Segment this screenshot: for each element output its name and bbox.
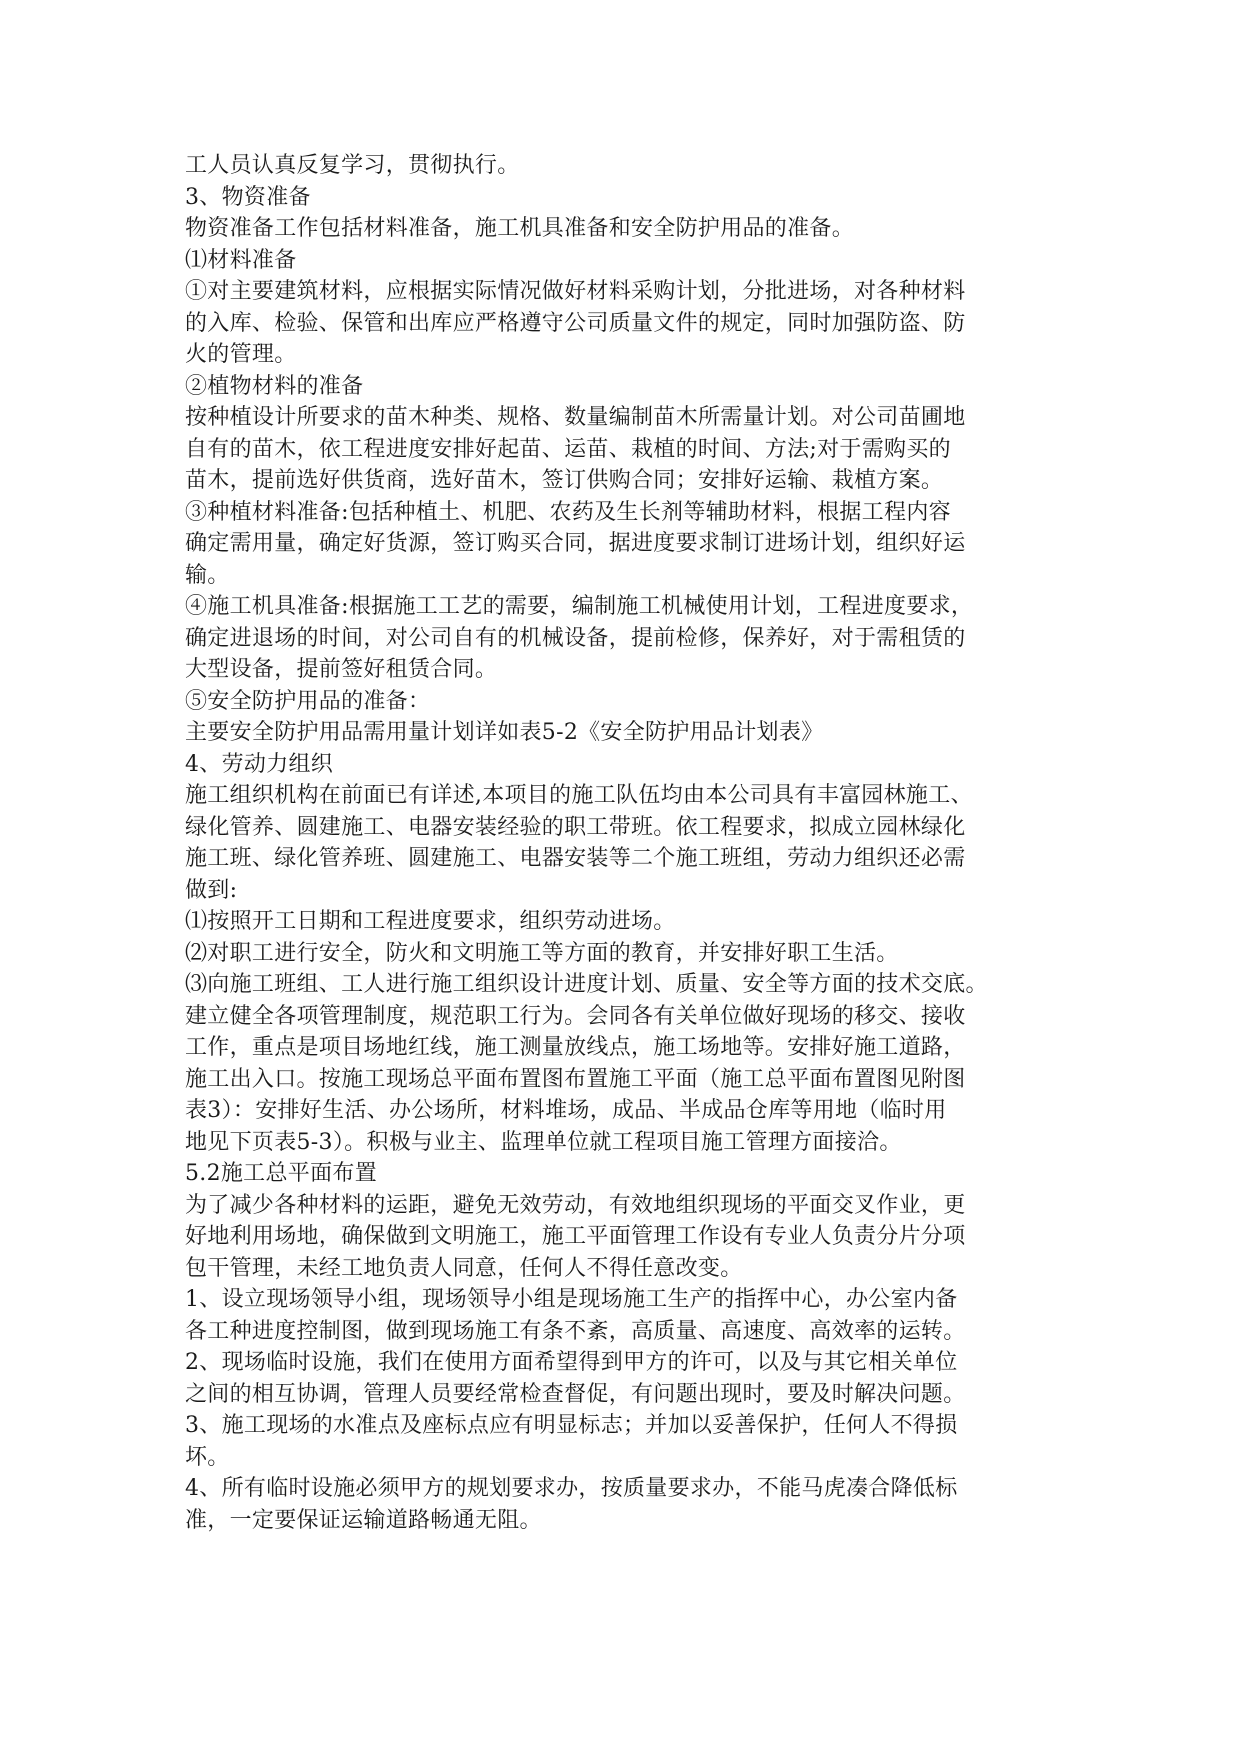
text-line: 施工班、绿化管养班、圆建施工、电器安装等二个施工班组，劳动力组织还必需 [185, 846, 966, 871]
text-line: 之间的相互协调，管理人员要经常检查督促，有问题出现时，要及时解决问题。 [185, 1381, 966, 1407]
text-line: 地见下页表5-3）。积极与业主、监理单位就工程项目施工管理方面接洽。 [185, 1129, 902, 1155]
text-line: 好地利用场地，确保做到文明施工，施工平面管理工作设有专业人负责分片分项 [185, 1224, 966, 1249]
text-line: 做到: [185, 877, 238, 903]
text-line: 包干管理，未经工地负责人同意，任何人不得任意改变。 [185, 1255, 743, 1281]
text-line: 施工出入口。按施工现场总平面布置图布置施工平面（施工总平面布置图见附图 [185, 1066, 966, 1092]
text-line: 坏。 [185, 1444, 230, 1470]
list-item: 4、所有临时设施必须甲方的规划要求办，按质量要求办，不能马虎凑合降低标 [185, 1476, 958, 1501]
text-line: ④施工机具准备:根据施工工艺的需要，编制施工机械使用计划，工程进度要求， [185, 594, 974, 619]
list-item: ⑴按照开工日期和工程进度要求，组织劳动进场。 [185, 909, 676, 934]
text-line: 按种植设计所要求的苗木种类、规格、数量编制苗木所需量计划。对公司苗圃地 [185, 405, 966, 430]
text-line: 确定进退场的时间，对公司自有的机械设备，提前检修，保养好，对于需租赁的 [185, 625, 966, 651]
list-item: ⑶向施工班组、工人进行施工组织设计进度计划、质量、安全等方面的技术交底。 [185, 972, 988, 997]
text-line: 施工组织机构在前面已有详述,本项目的施工队伍均由本公司具有丰富园林施工、 [185, 783, 973, 808]
text-line: 表3）：安排好生活、办公场所，材料堆场，成品、半成品仓库等用地（临时用 [185, 1098, 947, 1123]
text-line: ③种植材料准备:包括种植土、机肥、农药及生长剂等辅助材料，根据工程内容 [185, 499, 951, 525]
text-line: 物资准备工作包括材料准备，施工机具准备和安全防护用品的准备。 [185, 216, 855, 241]
text-line: 建立健全各项管理制度，规范职工行为。会同各有关单位做好现场的移交、接收 [185, 1003, 966, 1029]
text-line: 绿化管养、圆建施工、电器安装经验的职工带班。依工程要求，拟成立园林绿化 [185, 814, 966, 840]
subsection-heading: ②植物材料的准备 [185, 373, 364, 399]
text-line: 火的管理。 [185, 342, 297, 367]
text-line: 自有的苗木，依工程进度安排好起苗、运苗、栽植的时间、方法;对于需购买的 [185, 436, 951, 462]
text-line: 苗木，提前选好供货商，选好苗木，签订供购合同；安排好运输、栽植方案。 [185, 468, 944, 493]
text-line: 主要安全防护用品需用量计划详如表5-2《安全防护用品计划表》 [185, 720, 824, 745]
text-line: 工作，重点是项目场地红线，施工测量放线点，施工场地等。安排好施工道路， [185, 1035, 966, 1060]
text-line: 的入库、检验、保管和出库应严格遵守公司质量文件的规定，同时加强防盗、防 [185, 310, 966, 336]
list-item: ⑵对职工进行安全，防火和文明施工等方面的教育，并安排好职工生活。 [185, 940, 899, 966]
list-item: 1、设立现场领导小组，现场领导小组是现场施工生产的指挥中心，办公室内备 [185, 1287, 958, 1312]
text-line: 准，一定要保证运输道路畅通无阻。 [185, 1507, 542, 1533]
subsection-heading: ⑤安全防护用品的准备： [185, 688, 431, 714]
text-line: 确定需用量，确定好货源，签订购买合同，据进度要求制订进场计划，组织好运 [185, 531, 966, 556]
document-body [185, 150, 1065, 1536]
text-line: 为了减少各种材料的运距，避免无效劳动，有效地组织现场的平面交叉作业，更 [185, 1192, 966, 1218]
text-line: 大型设备，提前签好租赁合同。 [185, 657, 498, 682]
text-line: 输。 [185, 562, 230, 588]
section-heading: 4、劳动力组织 [185, 751, 334, 777]
section-heading: 3、物资准备 [185, 184, 311, 210]
subsection-heading: ⑴材料准备 [185, 247, 297, 273]
section-heading: 5.2施工总平面布置 [185, 1161, 377, 1186]
text-line: 工人员认真反复学习，贯彻执行。 [185, 153, 520, 178]
text-line: 各工种进度控制图，做到现场施工有条不紊，高质量、高速度、高效率的运转。 [185, 1318, 966, 1344]
list-item: 2、现场临时设施，我们在使用方面希望得到甲方的许可，以及与其它相关单位 [185, 1350, 958, 1375]
list-item: 3、施工现场的水准点及座标点应有明显标志；并加以妥善保护，任何人不得损 [185, 1413, 958, 1438]
text-line: ①对主要建筑材料，应根据实际情况做好材料采购计划，分批进场，对各种材料 [185, 279, 966, 304]
